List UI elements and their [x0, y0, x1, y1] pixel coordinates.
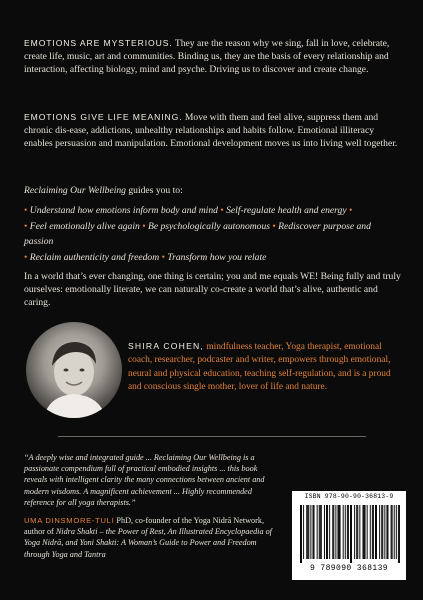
barcode-bar — [326, 505, 327, 559]
barcode-bar — [317, 505, 318, 559]
bullet-icon: • — [142, 220, 146, 232]
benefits-list — [24, 203, 402, 265]
closing-paragraph: In a world that’s ever changing, one thing is certain; you and me equals WE! Being fully and truly ourselves: emotionally literate, we can naturally co-create a world that’s alive, authentic and caring. — [24, 271, 401, 309]
barcode-bar — [301, 505, 302, 563]
list-item: Rediscover purpose and passion — [24, 220, 371, 248]
barcode-bar — [359, 505, 360, 559]
barcode-bar — [307, 505, 308, 559]
barcode-bar — [386, 505, 387, 559]
isbn-label: ISBN 978-90-90-36813-9 — [304, 493, 394, 500]
barcode-bar — [375, 505, 376, 559]
barcode-bar — [332, 505, 333, 559]
barcode-bar — [333, 505, 334, 559]
barcode-bar — [376, 505, 377, 559]
author-photo — [26, 322, 122, 418]
guide-intro-rest: guides you to: — [125, 185, 183, 196]
barcode-bar — [339, 505, 340, 559]
bullet-icon: • — [349, 205, 353, 216]
author-bio — [128, 340, 406, 395]
barcode-bar — [308, 505, 309, 559]
bullet-icon: • — [161, 251, 165, 263]
barcode-bar — [364, 505, 365, 559]
barcode-bar — [356, 505, 357, 559]
barcode-bar — [391, 505, 392, 559]
author-portrait-icon — [26, 322, 122, 418]
barcode-bars-icon — [300, 505, 400, 563]
barcode-bar — [370, 505, 371, 559]
para1-body: They are the reason why we sing, fall in love, celebrate, create life, music, art and communities. Binding us, they are the basis of every relationship and interaction, affecting biology, mind and psyche. Driving us to discover and create change. — [24, 38, 390, 76]
barcode-bar — [373, 505, 374, 559]
barcode-bar — [347, 505, 348, 559]
author-bio-text: mindfulness teacher, Yoga therapist, emotional coach, researcher, podcaster and writer, empowers through emotional, neural and physical education, teaching self-regulation, and is a proud and conscious single mother, lover of life and nature. — [128, 342, 391, 393]
barcode-bar — [348, 505, 349, 559]
barcode-bar — [388, 505, 389, 559]
barcode-bar — [379, 505, 380, 559]
barcode-bar — [365, 505, 366, 559]
barcode-bar — [324, 505, 325, 559]
guide-intro — [24, 184, 402, 197]
endorser-credit — [24, 515, 284, 560]
heading-meaning: EMOTIONS GIVE LIFE MEANING. — [24, 112, 183, 122]
divider — [58, 436, 366, 437]
endorser-name: UMA DINSMORE-TULI — [24, 516, 115, 525]
barcode-bar — [399, 505, 400, 563]
barcode-bar — [382, 505, 383, 559]
list-item: Be psychologically autonomous — [147, 220, 270, 232]
list-item: Feel emotionally alive again — [29, 220, 140, 232]
barcode-bar — [327, 505, 328, 559]
barcode-bar — [313, 505, 314, 559]
barcode-bar — [335, 505, 336, 559]
barcode-bar — [314, 505, 315, 559]
barcode-bar — [354, 505, 355, 559]
list-item: Self-regulate health and energy — [226, 205, 347, 216]
barcode-bar — [394, 505, 395, 559]
barcode-bar — [398, 505, 399, 563]
list-item: Reclaim authenticity and freedom — [29, 251, 160, 263]
bullet-icon: • — [24, 220, 28, 232]
barcode-bar — [338, 505, 339, 559]
intro-paragraph-1 — [24, 37, 402, 77]
barcode-bar — [300, 505, 301, 563]
isbn-digits: 9 789090 368139 — [309, 564, 388, 573]
barcode-bar — [392, 505, 393, 559]
barcode-bar — [351, 505, 352, 563]
endorsement-quote: “A deeply wise and integrated guide ... Reclaiming Our Wellbeing is a passionate compendium full of practical embodied insights ... this book reveals with intelligent clarity the many connections between ancient and modern wisdoms. A magnificent achievement ... Highly recommended reference for all yoga therapists.” — [24, 453, 265, 507]
heading-mysterious: EMOTIONS ARE MYSTERIOUS. — [24, 38, 173, 48]
barcode-bar — [310, 505, 311, 559]
barcode-bar — [367, 505, 368, 559]
barcode-bar — [363, 505, 364, 559]
bullet-icon: • — [24, 251, 28, 263]
barcode-bar — [306, 505, 307, 559]
barcode-bar — [372, 505, 373, 559]
barcode-bar — [345, 505, 346, 559]
barcode-bar — [320, 505, 321, 559]
endorser-text: PhD, co-founder of the Yoga Nidrā Network, author of — [24, 516, 264, 537]
author-name: SHIRA COHEN, — [128, 341, 204, 351]
endorser-books: Nidra Shakti – the Power of Rest, An Illustrated Encyclopaedia of Yoga Nidrā, and Yoni Shakti: A Woman’s Guide to Power and Freedom through Yoga and Tantra — [24, 527, 272, 559]
bullet-icon: • — [24, 205, 28, 216]
bullet-icon: • — [220, 205, 224, 216]
barcode-bar — [381, 505, 382, 559]
barcode-bar — [357, 505, 358, 559]
barcode-bar — [321, 505, 322, 559]
bullet-icon: • — [272, 220, 276, 232]
barcode-bar — [350, 505, 351, 563]
barcode-bar — [329, 505, 330, 559]
barcode-bar — [384, 505, 385, 559]
isbn-barcode — [292, 491, 406, 580]
barcode-bar — [303, 505, 304, 559]
barcode-bar — [340, 505, 341, 559]
list-item: Transform how you relate — [167, 251, 267, 263]
book-title: Reclaiming Our Wellbeing — [24, 185, 126, 196]
barcode-bar — [343, 505, 344, 559]
list-item: Understand how emotions inform body and mind — [29, 205, 218, 216]
para2-body: Move with them and feel alive, suppress them and chronic dis-ease, addictions, unhealthy relationships and habits follow. Emotional illiteracy enables persuasion and manipulation. Emotional development moves us into living well together. — [24, 112, 398, 150]
barcode-bar — [319, 505, 320, 559]
barcode-bar — [396, 505, 397, 559]
intro-paragraph-2 — [24, 111, 402, 151]
